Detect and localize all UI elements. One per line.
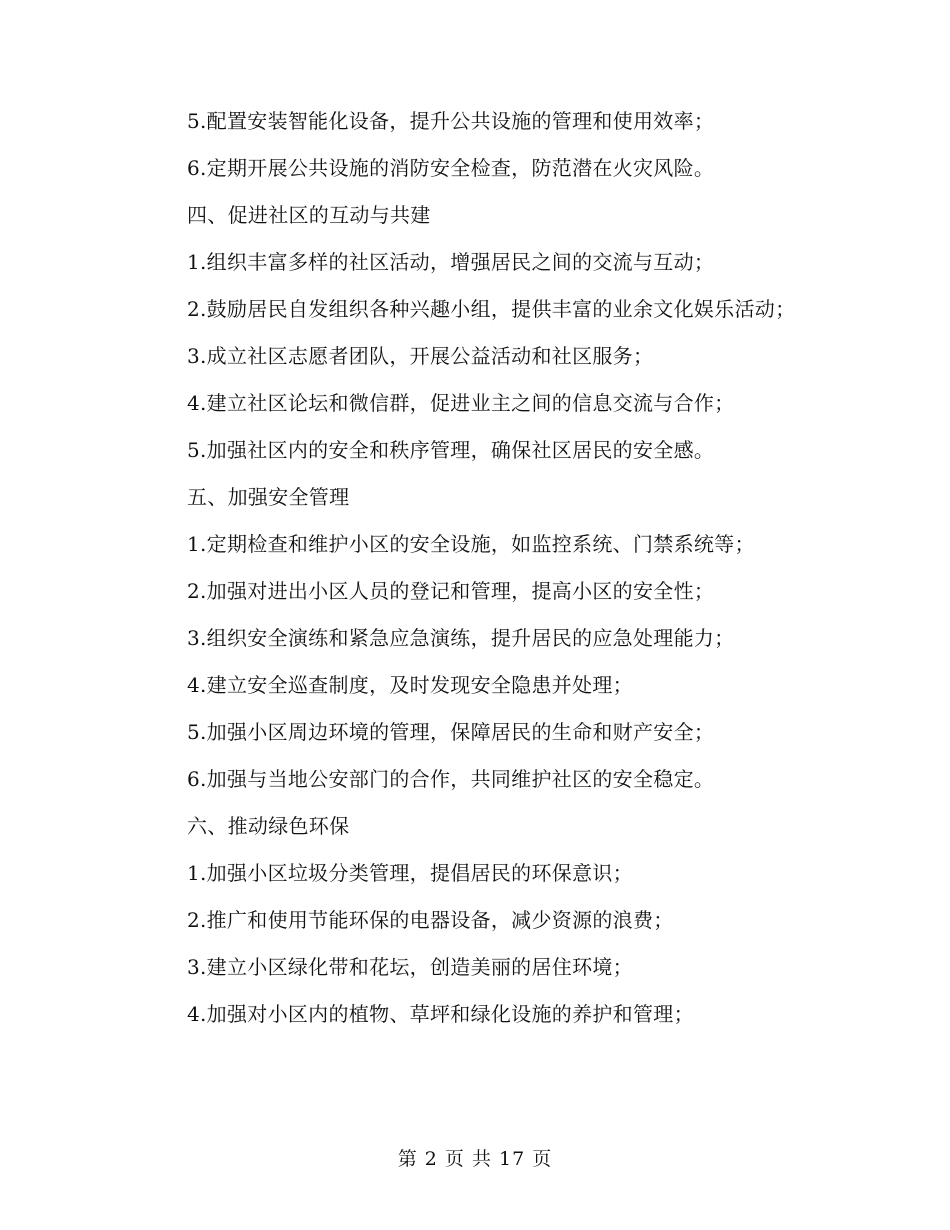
list-item: 2.鼓励居民自发组织各种兴趣小组，提供丰富的业余文化娱乐活动； xyxy=(187,297,796,321)
list-item: 4.加强对小区内的植物、草坪和绿化设施的养护和管理； xyxy=(187,1002,694,1026)
list-item: 5.配置安装智能化设备，提升公共设施的管理和使用效率； xyxy=(187,109,715,133)
list-item: 1.组织丰富多样的社区活动，增强居民之间的交流与互动； xyxy=(187,250,715,274)
list-item: 4.建立社区论坛和微信群，促进业主之间的信息交流与合作； xyxy=(187,391,735,415)
list-item: 5.加强社区内的安全和秩序管理，确保社区居民的安全感。 xyxy=(187,438,715,462)
section-heading: 五、加强安全管理 xyxy=(187,485,350,509)
document-body xyxy=(140,98,810,1038)
list-item: 6.加强与当地公安部门的合作，共同维护社区的安全稳定。 xyxy=(187,767,715,791)
list-item: 3.组织安全演练和紧急应急演练，提升居民的应急处理能力； xyxy=(187,626,735,650)
list-item: 1.定期检查和维护小区的安全设施，如监控系统、门禁系统等； xyxy=(187,532,755,556)
list-item: 3.成立社区志愿者团队，开展公益活动和社区服务； xyxy=(187,344,654,368)
list-item: 2.推广和使用节能环保的电器设备，减少资源的浪费； xyxy=(187,908,674,932)
list-item: 3.建立小区绿化带和花坛，创造美丽的居住环境； xyxy=(187,955,633,979)
list-item: 2.加强对进出小区人员的登记和管理，提高小区的安全性； xyxy=(187,579,715,603)
list-item: 4.建立安全巡查制度，及时发现安全隐患并处理； xyxy=(187,673,633,697)
list-item: 6.定期开展公共设施的消防安全检查，防范潜在火灾风险。 xyxy=(187,156,715,180)
section-heading: 六、推动绿色环保 xyxy=(187,814,350,838)
page-footer: 第 2 页 共 17 页 xyxy=(397,1148,553,1170)
list-item: 5.加强小区周边环境的管理，保障居民的生命和财产安全； xyxy=(187,720,715,744)
list-item: 1.加强小区垃圾分类管理，提倡居民的环保意识； xyxy=(187,861,633,885)
section-heading: 四、促进社区的互动与共建 xyxy=(187,203,431,227)
